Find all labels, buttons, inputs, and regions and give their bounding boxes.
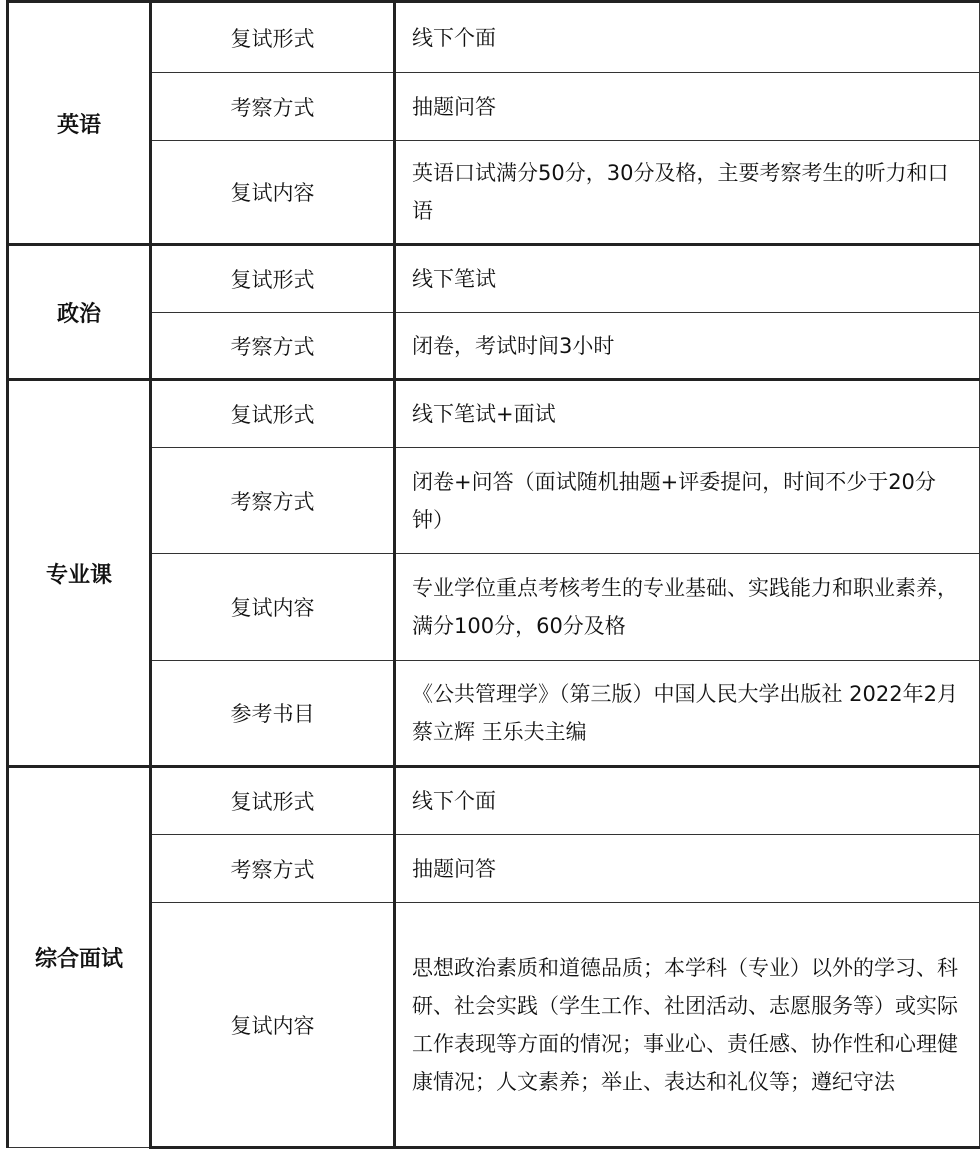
detail-cell: 专业学位重点考核考生的专业基础、实践能力和职业素养，满分100分，60分及格	[395, 554, 980, 661]
table-row	[8, 73, 980, 141]
item-cell: 复试形式	[151, 767, 395, 835]
table-row	[8, 245, 980, 313]
item-cell: 考察方式	[151, 835, 395, 903]
detail-cell: 闭卷，考试时间3小时	[395, 313, 980, 380]
subject-cell-interview: 综合面试	[8, 767, 151, 1148]
subject-cell-major: 专业课	[8, 380, 151, 767]
detail-cell: 闭卷+问答（面试随机抽题+评委提问，时间不少于20分钟）	[395, 448, 980, 554]
table-row	[8, 767, 980, 835]
table-row	[8, 380, 980, 448]
detail-cell: 《公共管理学》（第三版）中国人民大学出版社 2022年2月 蔡立辉 王乐夫主编	[395, 661, 980, 767]
item-cell: 复试内容	[151, 903, 395, 1148]
table-row	[8, 448, 980, 554]
item-cell: 复试内容	[151, 554, 395, 661]
item-cell: 复试内容	[151, 141, 395, 245]
item-cell: 考察方式	[151, 448, 395, 554]
item-cell: 参考书目	[151, 661, 395, 767]
subject-cell-english: 英语	[8, 2, 151, 245]
detail-cell: 英语口试满分50分，30分及格，主要考察考生的听力和口语	[395, 141, 980, 245]
detail-cell: 线下笔试	[395, 245, 980, 313]
table-row	[8, 554, 980, 661]
subject-cell-politics: 政治	[8, 245, 151, 380]
table-row	[8, 835, 980, 903]
item-cell: 考察方式	[151, 313, 395, 380]
item-cell: 复试形式	[151, 380, 395, 448]
detail-cell: 思想政治素质和道德品质；本学科（专业）以外的学习、科研、社会实践（学生工作、社团活动、志愿服务等）或实际工作表现等方面的情况；事业心、责任感、协作性和心理健康情况；人文素养；举止、表达和礼仪等；遵纪守法	[395, 903, 980, 1148]
detail-cell: 线下笔试+面试	[395, 380, 980, 448]
item-cell: 复试形式	[151, 245, 395, 313]
detail-cell: 抽题问答	[395, 835, 980, 903]
detail-cell: 线下个面	[395, 2, 980, 73]
table-row	[8, 2, 980, 73]
table-row	[8, 661, 980, 767]
detail-cell: 线下个面	[395, 767, 980, 835]
table-row	[8, 313, 980, 380]
detail-cell: 抽题问答	[395, 73, 980, 141]
item-cell: 复试形式	[151, 2, 395, 73]
item-cell: 考察方式	[151, 73, 395, 141]
exam-requirements-table	[6, 0, 980, 1149]
table-row	[8, 141, 980, 245]
table-row	[8, 903, 980, 1148]
